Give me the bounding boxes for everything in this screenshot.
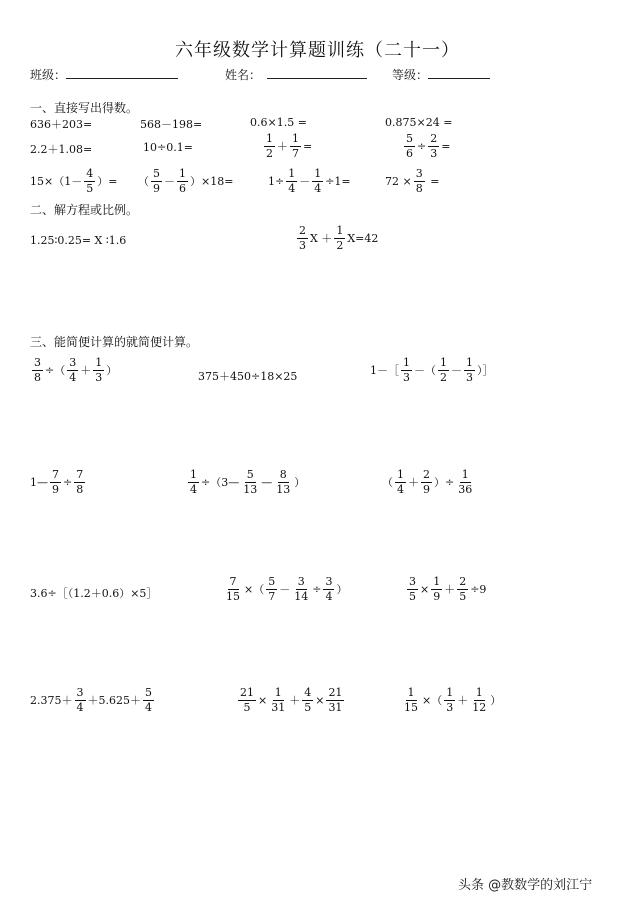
fraction: $\frac{1}{7}$ [292, 132, 299, 160]
problem-1-3: 0.6×1.5 = [250, 116, 307, 129]
class-label: 班级： [30, 68, 67, 82]
problem-1-10: （ $\frac{5}{9}$ － $\frac{1}{6}$ ）×18= [138, 167, 234, 195]
fraction: $\frac{2}{3}$ [299, 224, 306, 252]
fraction: $\frac{3}{4}$ [69, 356, 77, 384]
problem-3-11: $\frac{21}{5}$ × $\frac{1}{31}$ ＋ $\frac{4}{5}$ × $\frac{21}{31}$ [240, 686, 343, 714]
grade-label: 等级： [392, 68, 429, 82]
fraction: $\frac{3}{8}$ [415, 167, 423, 195]
grade-field [392, 66, 490, 83]
problem-1-12: 72 × $\frac{3}{8}$ = [385, 167, 440, 195]
equation-1: 1.25∶0.25= X ∶1.6 [30, 234, 127, 247]
problem-3-4: 1— $\frac{7}{9}$ ÷ $\frac{7}{8}$ [30, 468, 84, 496]
fraction: $\frac{3}{14}$ [294, 575, 309, 603]
section-3-heading: 三、能简便计算的就简便计算。 [30, 335, 199, 349]
problem-3-1: $\frac{3}{8}$ ÷（ $\frac{3}{4}$ ＋ $\frac{1}{3}$ ） [34, 356, 118, 384]
fraction: $\frac{5}{9}$ [153, 167, 160, 195]
fraction: $\frac{1}{6}$ [179, 167, 186, 195]
fraction: $\frac{1}{3}$ [95, 356, 103, 384]
fraction: $\frac{1}{2}$ [336, 224, 344, 252]
fraction: $\frac{21}{31}$ [328, 686, 343, 714]
class-field [30, 66, 178, 83]
fraction: $\frac{1}{12}$ [472, 686, 487, 714]
problem-1-6: 10÷0.1= [143, 141, 193, 154]
name-field [225, 66, 367, 83]
fraction: $\frac{7}{9}$ [52, 468, 59, 496]
problem-3-6: （ $\frac{1}{4}$ ＋ $\frac{2}{9}$ ）÷ $\frac{1}{36}$ [382, 468, 473, 496]
problem-1-2: 568－198= [140, 118, 203, 131]
problem-3-10: 2.375＋ $\frac{3}{4}$ ＋5.625＋ $\frac{5}{4}$ [30, 686, 152, 714]
fraction: $\frac{8}{13}$ [276, 468, 291, 496]
problem-1-4: 0.875×24 = [385, 116, 453, 129]
class-blank[interactable] [66, 66, 178, 79]
fraction: $\frac{1}{4}$ [190, 468, 197, 496]
problem-1-7: $\frac{1}{2}$ ＋ $\frac{1}{7}$ = [266, 132, 313, 160]
fraction: $\frac{3}{8}$ [34, 356, 41, 384]
section-1-heading: 一、直接写出得数。 [30, 101, 139, 115]
fraction: $\frac{1}{2}$ [266, 132, 273, 160]
fraction: $\frac{1}{3}$ [403, 356, 410, 384]
fraction: $\frac{3}{5}$ [409, 575, 416, 603]
problem-1-11: 1÷ $\frac{1}{4}$ － $\frac{1}{4}$ ÷1= [268, 167, 351, 195]
fraction: $\frac{4}{5}$ [86, 167, 94, 195]
problem-1-1: 636＋203= [30, 118, 93, 131]
fraction: $\frac{1}{4}$ [288, 167, 296, 195]
fraction: $\frac{4}{5}$ [304, 686, 312, 714]
fraction: $\frac{7}{15}$ [226, 575, 240, 603]
problem-3-7: 3.6÷［（1.2＋0.6）×5］ [30, 587, 158, 600]
fraction: $\frac{3}{4}$ [325, 575, 333, 603]
fraction: $\frac{1}{36}$ [458, 468, 473, 496]
fraction: $\frac{1}{15}$ [404, 686, 418, 714]
fraction: $\frac{1}{4}$ [397, 468, 404, 496]
fraction: $\frac{2}{3}$ [430, 132, 438, 160]
problem-3-3: 1－［ $\frac{1}{3}$ －（ $\frac{1}{2}$ － $\frac{1}{3}$ ）］ [370, 356, 494, 384]
section-2-heading: 二、解方程或比例。 [30, 203, 139, 217]
name-blank[interactable] [267, 66, 367, 79]
fraction: $\frac{3}{4}$ [76, 686, 84, 714]
problem-1-8: $\frac{5}{6}$ ÷ $\frac{2}{3}$ = [406, 132, 451, 160]
fraction: $\frac{1}{2}$ [440, 356, 447, 384]
fraction: $\frac{1}{31}$ [271, 686, 286, 714]
problem-3-12: $\frac{1}{15}$ ×（ $\frac{1}{3}$ ＋ $\frac{1}{12}$ ） [404, 686, 502, 714]
fraction: $\frac{2}{5}$ [459, 575, 467, 603]
fraction: $\frac{1}{3}$ [446, 686, 454, 714]
fraction: $\frac{1}{9}$ [433, 575, 441, 603]
fraction: $\frac{7}{8}$ [76, 468, 84, 496]
fraction: $\frac{1}{3}$ [466, 356, 473, 384]
problem-3-2: 375＋450÷18×25 [198, 370, 298, 383]
fraction: $\frac{1}{4}$ [314, 167, 322, 195]
fraction: $\frac{5}{7}$ [268, 575, 276, 603]
problem-1-9: 15×（1－ $\frac{4}{5}$ ）= [30, 167, 118, 195]
fraction: $\frac{5}{13}$ [243, 468, 258, 496]
watermark-text: 头条 @教数学的刘江宁 [458, 878, 593, 893]
problem-3-5: $\frac{1}{4}$ ÷（3— $\frac{5}{13}$ — $\frac{8}{13}$ ） [190, 468, 306, 496]
fraction: $\frac{21}{5}$ [240, 686, 254, 714]
fraction: $\frac{5}{4}$ [145, 686, 152, 714]
fraction: $\frac{2}{9}$ [423, 468, 430, 496]
fraction: $\frac{5}{6}$ [406, 132, 413, 160]
grade-blank[interactable] [428, 66, 490, 79]
equation-2: $\frac{2}{3}$ X ＋ $\frac{1}{2}$ X=42 [299, 224, 379, 252]
problem-3-9: $\frac{3}{5}$ × $\frac{1}{9}$ ＋ $\frac{2}{5}$ ÷9 [409, 575, 487, 603]
page-title: 六年级数学计算题训练（二十一） [175, 40, 460, 61]
problem-1-5: 2.2＋1.08= [30, 143, 93, 156]
name-label: 姓名： [225, 68, 262, 82]
problem-3-8: $\frac{7}{15}$ ×（ $\frac{5}{7}$ － $\frac{3}{14}$ ÷ $\frac{3}{4}$ ） [226, 575, 348, 603]
